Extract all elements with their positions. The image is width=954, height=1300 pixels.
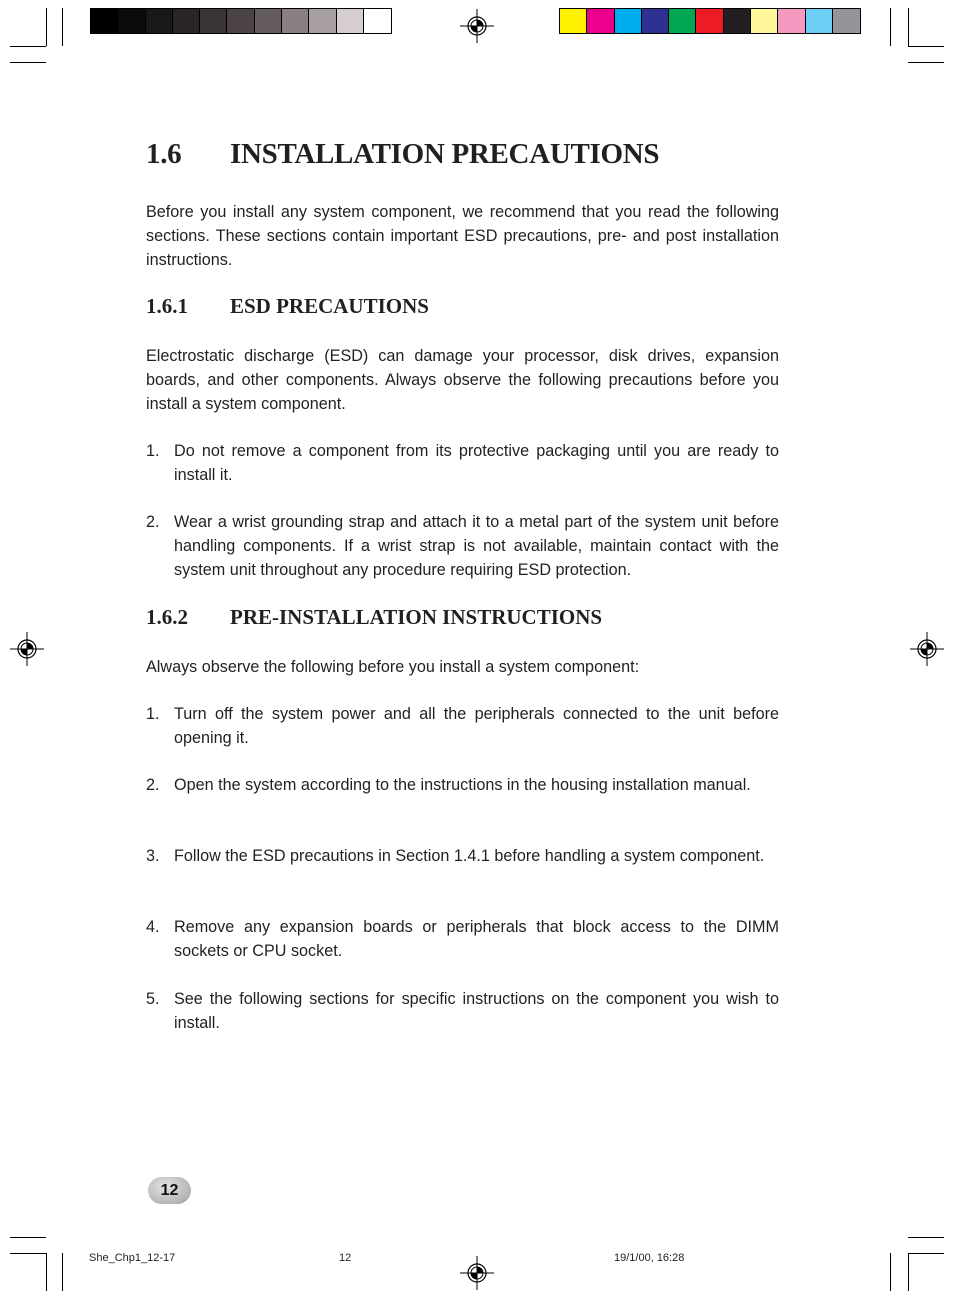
preinstall-number: 1.6.2 xyxy=(146,605,188,629)
esd-title: ESD PRECAUTIONS xyxy=(230,294,429,318)
color-swatch xyxy=(309,9,336,33)
list-number: 2. xyxy=(146,776,160,794)
color-swatch xyxy=(696,9,723,33)
color-swatch xyxy=(615,9,642,33)
color-swatch xyxy=(560,9,587,33)
color-swatch xyxy=(282,9,309,33)
color-swatch xyxy=(587,9,614,33)
list-text: Turn off the system power and all the peripherals connected to the unit before opening it. xyxy=(174,705,779,747)
list-number: 4. xyxy=(146,918,160,936)
grayscale-color-bar xyxy=(90,8,392,34)
color-swatch xyxy=(173,9,200,33)
section-heading xyxy=(146,138,659,171)
color-swatch xyxy=(146,9,173,33)
esd-heading xyxy=(146,294,429,319)
list-item xyxy=(146,987,779,1035)
footer-filename: She_Chp1_12-17 xyxy=(89,1252,176,1264)
color-swatch xyxy=(806,9,833,33)
section-number: 1.6 xyxy=(146,138,182,170)
color-swatch xyxy=(337,9,364,33)
list-text: See the following sections for specific instructions on the component you wish to install. xyxy=(174,990,779,1032)
list-number: 1. xyxy=(146,442,160,460)
process-color-bar xyxy=(559,8,861,34)
list-item xyxy=(146,844,779,868)
list-text: Wear a wrist grounding strap and attach it to a metal part of the system unit before handling components. If a wrist strap is not available, maintain contact with the system unit throughout any procedure requiring ESD protection. xyxy=(174,513,779,579)
page-number-badge: 12 xyxy=(148,1177,191,1204)
color-swatch xyxy=(778,9,805,33)
color-swatch xyxy=(642,9,669,33)
list-item xyxy=(146,702,779,750)
list-text: Follow the ESD precautions in Section 1.4.1 before handling a system component. xyxy=(174,847,765,865)
list-text: Remove any expansion boards or peripherals that block access to the DIMM sockets or CPU socket. xyxy=(174,918,779,960)
list-text: Open the system according to the instructions in the housing installation manual. xyxy=(174,776,751,794)
list-number: 2. xyxy=(146,513,160,531)
color-swatch xyxy=(833,9,860,33)
section-intro: Before you install any system component, we recommend that you read the following sections. These sections contain important ESD precautions, pre- and post installation instructions. xyxy=(146,203,779,269)
footer-timestamp: 19/1/00, 16:28 xyxy=(614,1252,685,1264)
registration-mark-icon xyxy=(460,9,494,43)
color-swatch xyxy=(200,9,227,33)
esd-number: 1.6.1 xyxy=(146,294,188,318)
list-item xyxy=(146,915,779,963)
list-number: 3. xyxy=(146,847,160,865)
registration-mark-icon xyxy=(910,632,944,666)
color-swatch xyxy=(91,9,118,33)
color-swatch xyxy=(751,9,778,33)
preinstall-title: PRE-INSTALLATION INSTRUCTIONS xyxy=(230,605,603,629)
list-item xyxy=(146,439,779,487)
list-item xyxy=(146,510,779,582)
preinstall-heading xyxy=(146,605,602,630)
list-number: 1. xyxy=(146,705,160,723)
color-swatch xyxy=(255,9,282,33)
color-swatch xyxy=(227,9,254,33)
list-item xyxy=(146,773,779,797)
list-number: 5. xyxy=(146,990,160,1008)
preinstall-intro: Always observe the following before you install a system component: xyxy=(146,658,640,676)
registration-mark-icon xyxy=(10,632,44,666)
list-text: Do not remove a component from its protective packaging until you are ready to install it. xyxy=(174,442,779,484)
section-title: INSTALLATION PRECAUTIONS xyxy=(230,138,660,170)
color-swatch xyxy=(364,9,391,33)
registration-mark-icon xyxy=(460,1256,494,1290)
esd-intro: Electrostatic discharge (ESD) can damage your processor, disk drives, expansion boards, and other components. Always observe the following precautions before you install a system component. xyxy=(146,347,779,413)
color-swatch xyxy=(724,9,751,33)
color-swatch xyxy=(118,9,145,33)
footer-page: 12 xyxy=(339,1252,352,1264)
color-swatch xyxy=(669,9,696,33)
